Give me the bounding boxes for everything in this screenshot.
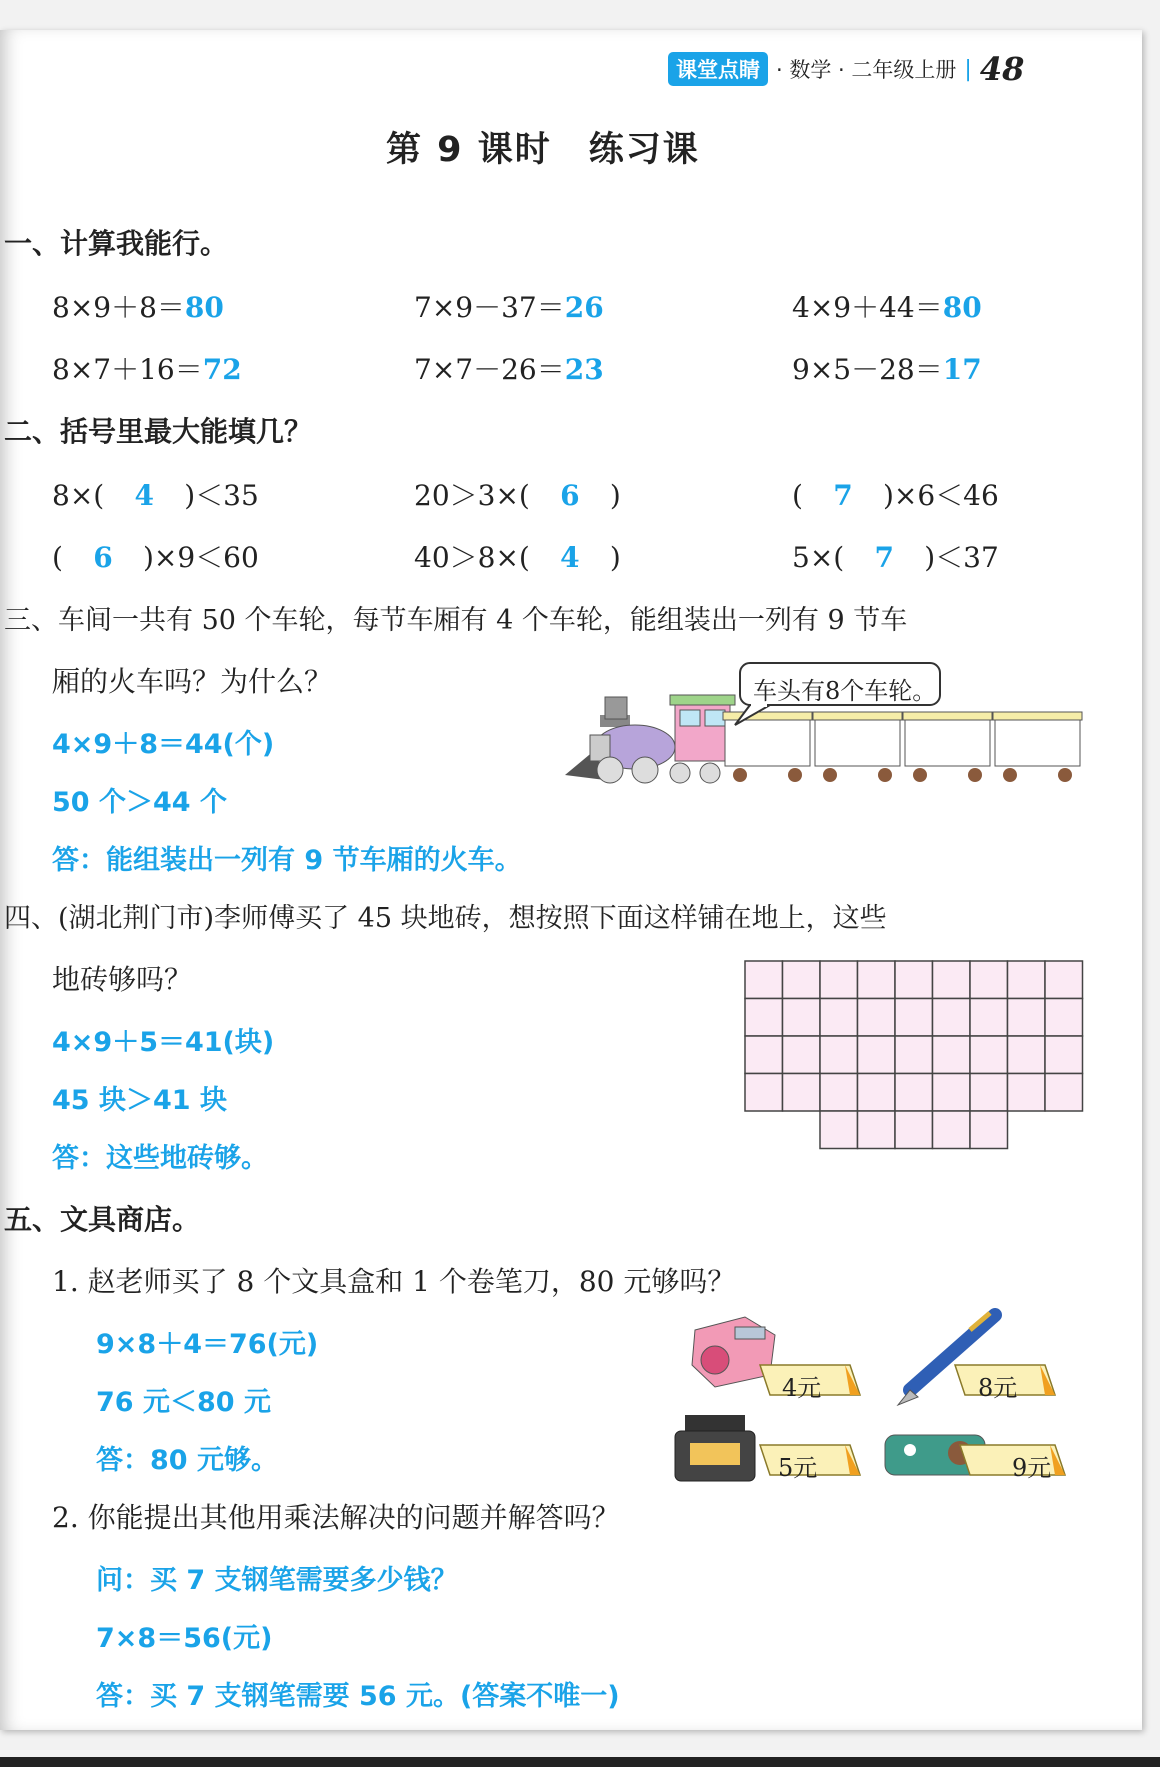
price-tag-pen: 8元	[978, 1374, 1018, 1402]
bottom-bar	[0, 1757, 1160, 1767]
calc-item: 7×7－26＝23	[414, 353, 604, 386]
floor-tile	[895, 961, 933, 999]
floor-tile	[895, 1111, 933, 1149]
floor-tile	[858, 1036, 896, 1074]
fill-item: 5×( 7 )＜37	[792, 541, 999, 574]
answer-line: 答：买 7 支钢笔需要 56 元。(答案不唯一)	[96, 1681, 620, 1712]
page-header	[668, 50, 1024, 88]
floor-tile	[783, 1036, 821, 1074]
floor-tile	[933, 1111, 971, 1149]
price-tag-ink: 5元	[778, 1454, 818, 1482]
floor-tile	[858, 1111, 896, 1149]
floor-tile	[933, 1036, 971, 1074]
floor-tile	[970, 1074, 1008, 1112]
calc-item: 7×9－37＝26	[414, 291, 604, 324]
answer-line: 9×8＋4＝76(元)	[96, 1329, 319, 1360]
subject-label: · 数学 · 二年级上册	[776, 58, 957, 82]
calc-item: 8×7＋16＝72	[52, 353, 242, 386]
floor-tile	[820, 1036, 858, 1074]
floor-tile	[745, 961, 783, 999]
answer-line: 答：这些地砖够。	[52, 1143, 268, 1174]
floor-tile	[1045, 961, 1083, 999]
calc-item: 9×5－28＝17	[792, 353, 982, 386]
floor-tile	[745, 1036, 783, 1074]
calc-item: 4×9＋44＝80	[792, 291, 982, 324]
section-4-question: 四、(湖北荆门市)李师傅买了 45 块地砖，想按照下面这样铺在地上，这些	[4, 903, 887, 934]
section-5-question-2: 2. 你能提出其他用乘法解决的问题并解答吗？	[52, 1501, 620, 1534]
floor-tile	[1008, 1074, 1046, 1112]
floor-tile	[1008, 1036, 1046, 1074]
answer-line: 4×9＋5＝41(块)	[52, 1027, 275, 1058]
section-1-heading: 一、计算我能行。	[4, 227, 229, 260]
answer-line: 答：能组装出一列有 9 节车厢的火车。	[52, 845, 522, 876]
fill-item: 20＞3×( 6 )	[414, 479, 621, 512]
floor-tile	[783, 1074, 821, 1112]
fill-item: ( 7 )×6＜46	[792, 479, 999, 512]
answer-line: 76 元＜80 元	[96, 1387, 271, 1418]
speech-bubble-text: 车头有8个车轮。	[753, 677, 937, 705]
floor-tile	[895, 999, 933, 1037]
floor-tile	[1045, 1036, 1083, 1074]
floor-tile	[858, 961, 896, 999]
floor-tile	[745, 999, 783, 1037]
section-4-question-cont: 地砖够吗？	[52, 963, 193, 996]
price-tag-sharpener: 4元	[782, 1374, 822, 1402]
fill-item: 40＞8×( 4 )	[414, 541, 621, 574]
floor-tile	[1008, 961, 1046, 999]
floor-tile	[1045, 1074, 1083, 1112]
answer-line: 4×9＋8＝44(个)	[52, 729, 275, 760]
floor-tile	[970, 1036, 1008, 1074]
header-separator: |	[964, 56, 972, 82]
floor-tile	[933, 1074, 971, 1112]
answer-line: 问：买 7 支钢笔需要多少钱？	[96, 1565, 458, 1596]
answer-line: 50 个＞44 个	[52, 787, 227, 818]
floor-tile	[895, 1074, 933, 1112]
floor-tile	[933, 961, 971, 999]
section-5-heading: 五、文具商店。	[4, 1203, 201, 1236]
section-3-question-cont: 厢的火车吗？为什么？	[52, 665, 333, 698]
floor-tile	[970, 999, 1008, 1037]
answer-line: 答：80 元够。	[96, 1445, 278, 1476]
ink-bottle-icon	[675, 1415, 755, 1481]
floor-tile	[858, 999, 896, 1037]
floor-tile	[820, 1074, 858, 1112]
floor-tile	[1008, 999, 1046, 1037]
floor-tile	[858, 1074, 896, 1112]
floor-tile	[970, 961, 1008, 999]
fill-item: 8×( 4 )＜35	[52, 479, 259, 512]
floor-tile	[783, 999, 821, 1037]
fill-item: ( 6 )×9＜60	[52, 541, 259, 574]
series-badge: 课堂点睛	[668, 52, 768, 86]
answer-line: 45 块＞41 块	[52, 1085, 227, 1116]
floor-tile-grid	[744, 960, 1086, 1150]
lesson-title: 第 9 课时 练习课	[386, 130, 700, 170]
floor-tile	[745, 1074, 783, 1112]
floor-tile	[895, 1036, 933, 1074]
floor-tile	[1045, 999, 1083, 1037]
floor-tile	[970, 1111, 1008, 1149]
floor-tile	[820, 1111, 858, 1149]
section-3-question: 三、车间一共有 50 个车轮，每节车厢有 4 个车轮，能组装出一列有 9 节车	[4, 605, 908, 636]
floor-tile	[820, 961, 858, 999]
section-5-question-1: 1. 赵老师买了 8 个文具盒和 1 个卷笔刀，80 元够吗？	[52, 1265, 736, 1298]
page-number: 48	[979, 50, 1025, 88]
price-tag-pencil-case: 9元	[1012, 1454, 1052, 1482]
sharpener-icon	[692, 1317, 775, 1387]
floor-tile	[783, 961, 821, 999]
calc-item: 8×9＋8＝80	[52, 291, 224, 324]
answer-line: 7×8＝56(元)	[96, 1623, 273, 1654]
floor-tile	[933, 999, 971, 1037]
floor-tile	[820, 999, 858, 1037]
section-2-heading: 二、括号里最大能填几？	[4, 415, 313, 448]
